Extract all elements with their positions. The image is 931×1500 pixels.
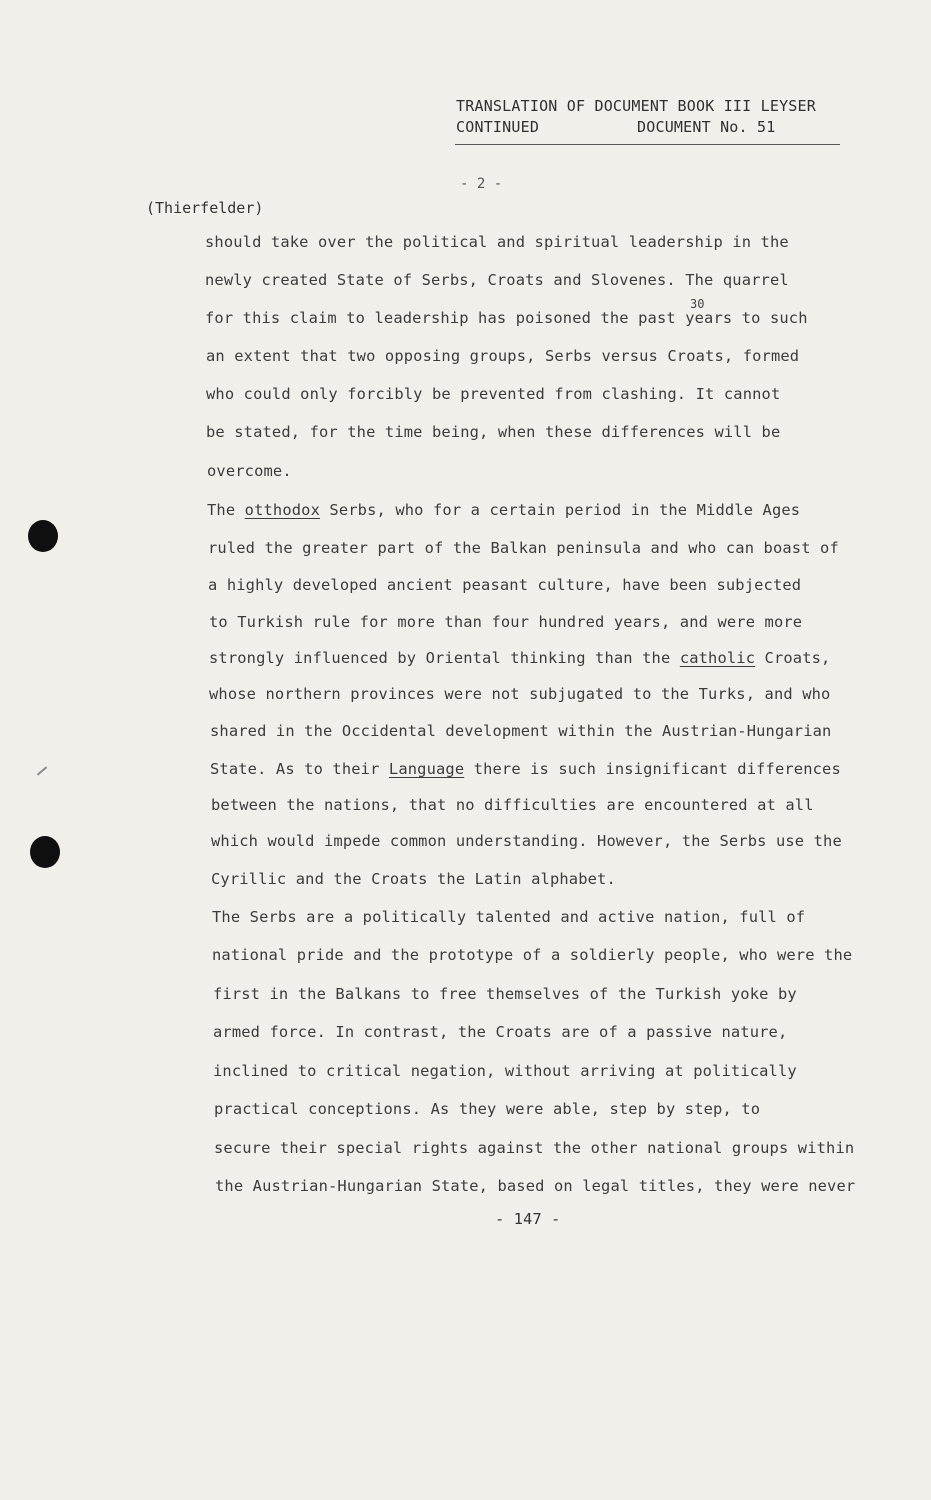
text-line [207, 501, 800, 519]
text-line: a highly developed ancient peasant culture, have been subjected [208, 576, 802, 594]
header-document-number: DOCUMENT No. 51 [637, 118, 776, 136]
header-continued: CONTINUED [456, 118, 540, 136]
margin-mark [37, 766, 47, 775]
text-line: overcome. [207, 462, 292, 480]
text-line: practical conceptions. As they were able, step by step, to [214, 1100, 761, 1118]
header-rule [455, 144, 840, 145]
text-line: for this claim to leadership has poisoned the past years to such [205, 309, 808, 327]
text-line: an extent that two opposing groups, Serbs versus Croats, formed [206, 347, 800, 365]
text-line: should take over the political and spiritual leadership in the [205, 233, 789, 251]
text-line: ruled the greater part of the Balkan peninsula and who can boast of [208, 539, 839, 557]
text-line: who could only forcibly be prevented from clashing. It cannot [206, 385, 781, 403]
text-run: there is such insignificant differences [464, 760, 841, 778]
text-line: Cyrillic and the Croats the Latin alphabet. [211, 870, 616, 888]
text-line: which would impede common understanding. However, the Serbs use the [211, 832, 842, 850]
text-run: Serbs, who for a certain period in the Middle Ages [320, 501, 801, 519]
text-run: Croats, [755, 649, 831, 667]
text-line: the Austrian-Hungarian State, based on legal titles, they were never [215, 1177, 856, 1195]
underlined-word: otthodox [244, 501, 320, 519]
speaker-label: (Thierfelder) [146, 199, 264, 217]
underlined-word: Language [388, 760, 465, 778]
text-line: newly created State of Serbs, Croats and Slovenes. The quarrel [205, 271, 789, 289]
text-run: The [207, 501, 245, 519]
text-line: national pride and the prototype of a soldierly people, who were the [212, 946, 853, 964]
text-line: shared in the Occidental development within the Austrian-Hungarian [210, 722, 832, 740]
text-line: whose northern provinces were not subjugated to the Turks, and who [209, 685, 831, 703]
text-run: State. As to their [210, 760, 389, 778]
text-line: be stated, for the time being, when these differences will be [206, 423, 781, 441]
text-line: to Turkish rule for more than four hundred years, and were more [209, 613, 803, 631]
punch-hole [28, 520, 58, 552]
text-line [210, 760, 841, 778]
underlined-word: catholic [679, 649, 756, 667]
text-line: first in the Balkans to free themselves of the Turkish yoke by [213, 985, 797, 1003]
handwritten-superscript: 30 [690, 297, 705, 311]
header-title: TRANSLATION OF DOCUMENT BOOK III LEYSER [456, 97, 816, 115]
text-run: strongly influenced by Oriental thinking than the [209, 649, 680, 667]
punch-hole [30, 836, 60, 868]
text-line: between the nations, that no difficulties are encountered at all [211, 796, 814, 814]
page-number: - 147 - [495, 1210, 561, 1228]
text-line: The Serbs are a politically talented and active nation, full of [212, 908, 806, 926]
page-marker: - 2 - [460, 176, 503, 192]
text-line: secure their special rights against the other national groups within [214, 1139, 855, 1157]
text-line [209, 649, 830, 667]
text-line: armed force. In contrast, the Croats are of a passive nature, [213, 1023, 788, 1041]
text-line: inclined to critical negation, without arriving at politically [213, 1062, 797, 1080]
